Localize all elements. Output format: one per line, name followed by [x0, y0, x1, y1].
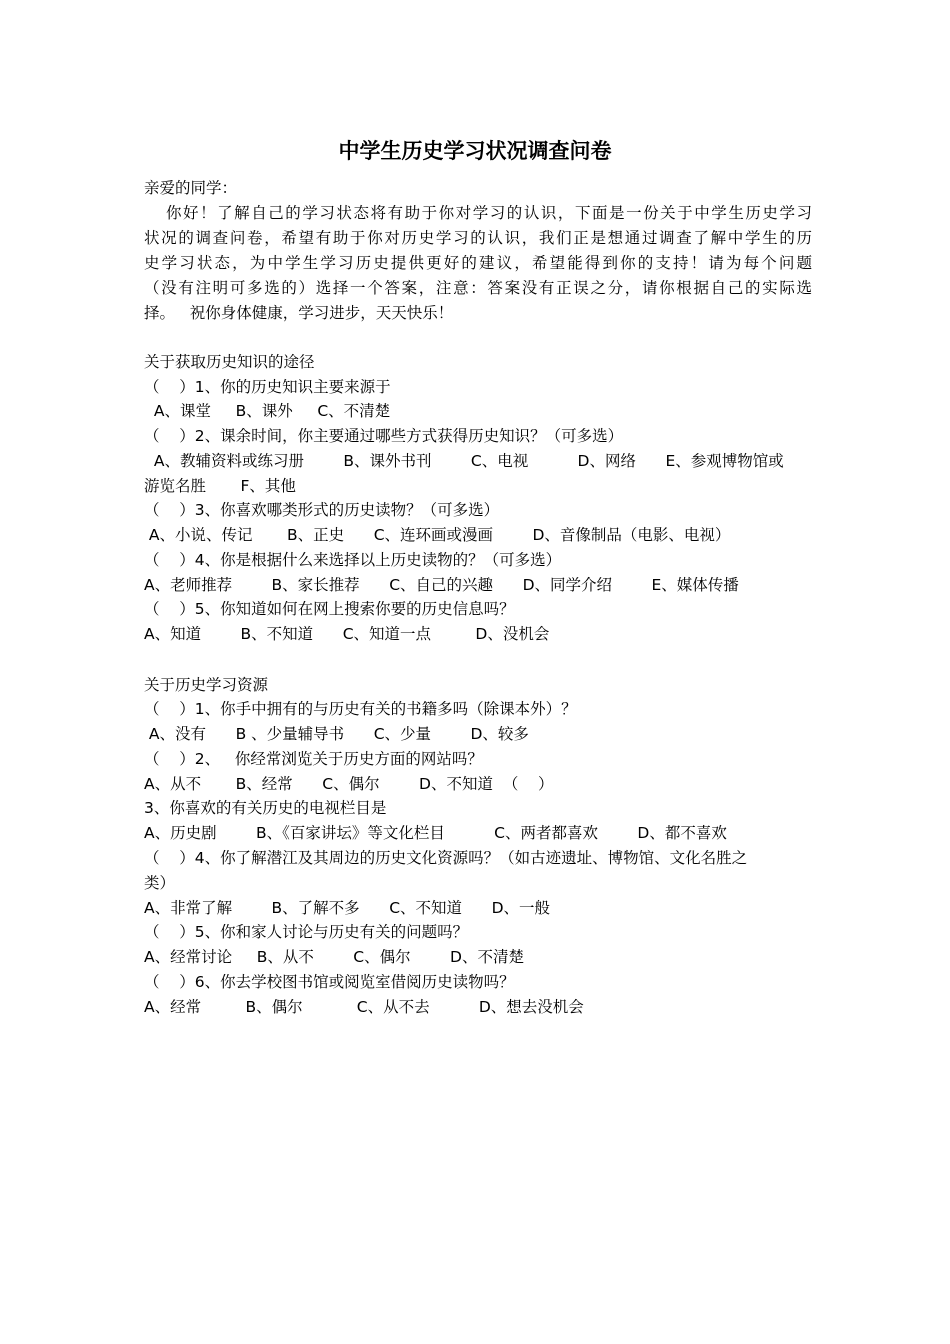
page-title: 中学生历史学习状况调查问卷: [338, 139, 612, 163]
question-line: （ ）1、你手中拥有的与历史有关的书籍多吗（除课本外）？: [144, 700, 577, 718]
intro-line-3: 史学习状态，为中学生学习历史提供更好的建议，希望能得到你的支持！请为每个问题: [144, 254, 812, 272]
options-line: A、老师推荐 B、家长推荐 C、自己的兴趣 D、同学介绍 E、媒体传播: [144, 576, 739, 594]
question-line: 3、你喜欢的有关历史的电视栏目是: [144, 799, 387, 817]
section-heading: 关于获取历史知识的途径: [144, 353, 315, 371]
options-line: A、经常讨论 B、从不 C、偶尔 D、不清楚: [144, 948, 524, 966]
question-line: （ ）4、你了解潜江及其周边的历史文化资源吗？（如古迹遗址、博物馆、文化名胜之: [144, 849, 748, 867]
question-line: （ ）2、 你经常浏览关于历史方面的网站吗？: [144, 750, 483, 768]
question-line: （ ）2、课余时间，你主要通过哪些方式获得历史知识？（可多选）: [144, 427, 624, 445]
greeting: 亲爱的同学：: [144, 179, 238, 197]
options-line: A、课堂 B、课外 C、不清楚: [144, 402, 391, 420]
options-line: A、非常了解 B、了解不多 C、不知道 D、一般: [144, 899, 551, 917]
options-line: A、小说、传记 B、正史 C、连环画或漫画 D、音像制品（电影、电视）: [144, 526, 731, 544]
question-line: （ ）1、你的历史知识主要来源于: [144, 378, 391, 396]
options-line: A、历史剧 B、《百家讲坛》等文化栏目 C、两者都喜欢 D、都不喜欢: [144, 824, 727, 842]
options-line: A、没有 B 、少量辅导书 C、少量 D、较多: [144, 725, 529, 743]
intro-line-5: 择。 祝你身体健康，学习进步，天天快乐！: [144, 304, 454, 322]
question-line: 类）: [144, 874, 176, 892]
question-line: （ ）5、你知道如何在网上搜索你要的历史信息吗？: [144, 600, 515, 618]
intro-line-2: 状况的调查问卷，希望有助于你对历史学习的认识，我们正是想通过调查了解中学生的历: [144, 229, 812, 247]
options-line: 游览名胜 F、其他: [144, 477, 296, 495]
options-line: A、教辅资料或练习册 B、课外书刊 C、电视 D、网络 E、参观博物馆或: [144, 452, 784, 470]
intro-line-1: 你好！了解自己的学习状态将有助于你对学习的认识，下面是一份关于中学生历史学习: [166, 204, 812, 222]
question-line: （ ）4、你是根据什么来选择以上历史读物的？（可多选）: [144, 551, 562, 569]
options-line: A、从不 B、经常 C、偶尔 D、不知道 （ ）: [144, 775, 554, 793]
options-line: A、知道 B、不知道 C、知道一点 D、没机会: [144, 625, 550, 643]
question-line: （ ）6、你去学校图书馆或阅览室借阅历史读物吗？: [144, 973, 515, 991]
question-line: （ ）3、你喜欢哪类形式的历史读物？（可多选）: [144, 501, 500, 519]
intro-line-4: （没有注明可多选的）选择一个答案，注意：答案没有正误之分，请你根据自己的实际选: [144, 279, 812, 297]
options-line: A、经常 B、偶尔 C、从不去 D、想去没机会: [144, 998, 584, 1016]
section-heading: 关于历史学习资源: [144, 676, 269, 694]
question-line: （ ）5、你和家人讨论与历史有关的问题吗？: [144, 923, 469, 941]
